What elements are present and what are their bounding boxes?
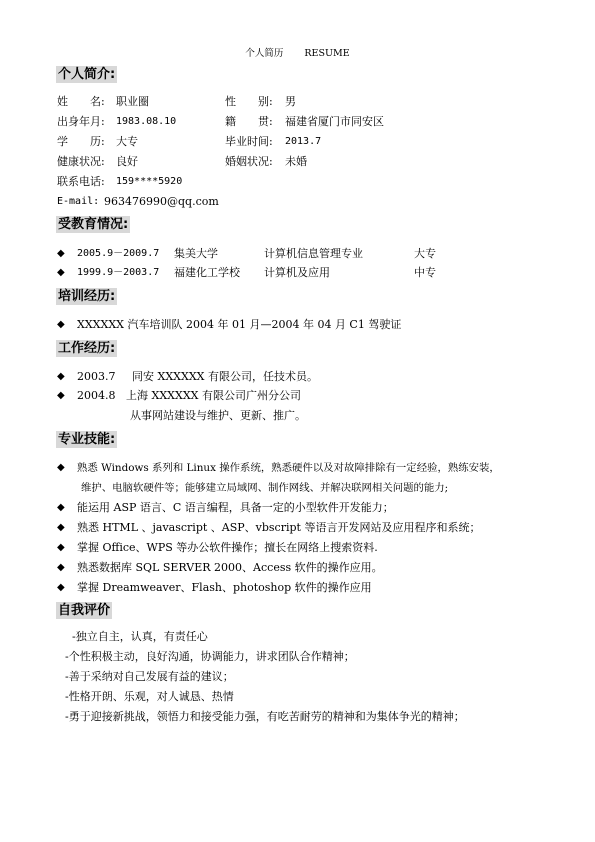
gender-label: 性 别: bbox=[225, 95, 273, 108]
edu-school: 集美大学 bbox=[174, 247, 218, 260]
name-value: 职业圈 bbox=[116, 95, 149, 108]
edu-period: 1999.9－2003.7 bbox=[77, 267, 160, 278]
work-text-continued: 从事网站建设与维护、更新、推广。 bbox=[130, 409, 306, 422]
origin-label: 籍 贯: bbox=[225, 115, 273, 128]
diamond-bullet-icon: ◆ bbox=[57, 562, 65, 573]
title-en: RESUME bbox=[304, 48, 350, 59]
diamond-bullet-icon: ◆ bbox=[57, 371, 65, 382]
diamond-bullet-icon: ◆ bbox=[57, 319, 65, 330]
grad-value: 2013.7 bbox=[285, 136, 322, 147]
email-label: E-mail: bbox=[57, 196, 100, 207]
work-text: 同安 XXXXXX 有限公司，任技术员。 bbox=[132, 370, 318, 383]
diamond-bullet-icon: ◆ bbox=[57, 502, 65, 513]
gender-value: 男 bbox=[285, 95, 296, 108]
diamond-bullet-icon: ◆ bbox=[57, 248, 65, 259]
phone-value: 159****5920 bbox=[116, 176, 183, 187]
email-value[interactable]: 963476990@qq.com bbox=[104, 195, 219, 208]
birth-label: 出身年月: bbox=[57, 115, 105, 128]
work-date: 2003.7 bbox=[77, 370, 116, 383]
birth-value: 1983.08.10 bbox=[116, 116, 177, 127]
diamond-bullet-icon: ◆ bbox=[57, 582, 65, 593]
edu-major: 计算机及应用 bbox=[264, 266, 330, 279]
self-item: -性格开朗、乐观，对人诚恳、热情 bbox=[65, 690, 234, 703]
self-item: -独立自主，认真，有责任心 bbox=[72, 630, 208, 643]
skill-item: 熟悉数据库 SQL SERVER 2000、Access 软件的操作应用。 bbox=[77, 561, 383, 574]
diamond-bullet-icon: ◆ bbox=[57, 462, 65, 473]
training-item: XXXXXX 汽车培训队 2004 年 01 月—2004 年 04 月 C1 驾驶证 bbox=[77, 318, 402, 331]
skill-item: 掌握 Dreamweaver、Flash、photoshop 软件的操作应用 bbox=[77, 581, 372, 594]
edu-value: 大专 bbox=[116, 135, 138, 148]
edu-label: 学 历: bbox=[57, 135, 105, 148]
edu-level: 中专 bbox=[414, 266, 436, 279]
health-value: 良好 bbox=[116, 155, 138, 168]
skill-item: 能运用 ASP 语言、C 语言编程，具备一定的小型软件开发能力； bbox=[77, 501, 394, 514]
section-work: 工作经历: bbox=[58, 341, 116, 356]
skill-item: 掌握 Office、WPS 等办公软件操作；擅长在网络上搜索资料. bbox=[77, 541, 378, 554]
edu-major: 计算机信息管理专业 bbox=[264, 247, 363, 260]
origin-value: 福建省厦门市同安区 bbox=[285, 115, 384, 128]
self-item: -善于采纳对自己发展有益的建议； bbox=[65, 670, 234, 683]
grad-label: 毕业时间: bbox=[225, 135, 273, 148]
skill-item: 熟悉 Windows 系列和 Linux 操作系统，熟悉硬件以及对故障排除有一定经验，熟练安装， bbox=[77, 462, 500, 474]
edu-level: 大专 bbox=[414, 247, 436, 260]
marital-label: 婚姻状况: bbox=[225, 155, 273, 168]
work-date: 2004.8 bbox=[77, 389, 116, 402]
section-education: 受教育情况: bbox=[58, 217, 129, 232]
section-profile: 个人简介: bbox=[58, 67, 116, 82]
phone-label: 联系电话: bbox=[57, 175, 105, 188]
self-item: -个性积极主动，良好沟通，协调能力，讲求团队合作精神； bbox=[65, 650, 355, 663]
edu-school: 福建化工学校 bbox=[174, 266, 240, 279]
name-label: 姓 名: bbox=[57, 95, 105, 108]
marital-value: 未婚 bbox=[285, 155, 307, 168]
health-label: 健康状况: bbox=[57, 155, 105, 168]
diamond-bullet-icon: ◆ bbox=[57, 267, 65, 278]
section-skills: 专业技能: bbox=[58, 432, 116, 447]
diamond-bullet-icon: ◆ bbox=[57, 522, 65, 533]
title-cn: 个人简历 bbox=[245, 48, 284, 59]
work-text: 上海 XXXXXX 有限公司广州分公司 bbox=[126, 389, 301, 402]
section-self-evaluation: 自我评价 bbox=[58, 603, 111, 618]
skill-item-continued: 维护、电脑软硬件等；能够建立局域网、制作网线、并解决联网相关问题的能力; bbox=[81, 482, 449, 494]
diamond-bullet-icon: ◆ bbox=[57, 390, 65, 401]
edu-period: 2005.9－2009.7 bbox=[77, 248, 160, 259]
document-title bbox=[0, 45, 595, 59]
section-training: 培训经历: bbox=[58, 289, 116, 304]
self-item: -勇于迎接新挑战，领悟力和接受能力强，有吃苦耐劳的精神和为集体争光的精神； bbox=[65, 710, 465, 723]
diamond-bullet-icon: ◆ bbox=[57, 542, 65, 553]
skill-item: 熟悉 HTML 、javascript 、ASP、vbscript 等语言开发网站及应用程序和系统； bbox=[77, 521, 481, 534]
